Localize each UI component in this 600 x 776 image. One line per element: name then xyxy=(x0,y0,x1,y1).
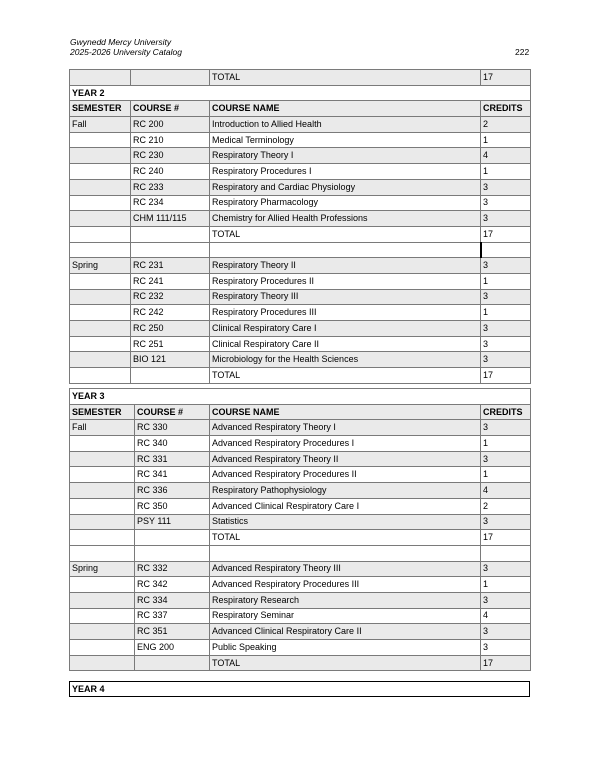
credits-cell: 1 xyxy=(481,305,531,321)
table-row xyxy=(70,164,531,180)
course-name-cell: Clinical Respiratory Care II xyxy=(210,336,481,352)
year-3-heading-row xyxy=(70,389,531,405)
credits-cell: 3 xyxy=(481,179,531,195)
course-number-cell: ENG 200 xyxy=(135,640,210,656)
table-row-total xyxy=(70,368,531,384)
table-row xyxy=(70,336,531,352)
year2-course-table xyxy=(69,69,531,384)
credits-cell: 3 xyxy=(481,592,531,608)
course-number-cell: RC 330 xyxy=(135,420,210,436)
table-row xyxy=(70,592,531,608)
total-credits: 17 xyxy=(481,530,531,546)
table-row xyxy=(70,211,531,227)
total-credits: 17 xyxy=(481,70,531,86)
course-number-cell: RC 342 xyxy=(135,577,210,593)
course-name-cell: Respiratory Pathophysiology xyxy=(210,483,481,499)
course-name-cell: Respiratory Research xyxy=(210,592,481,608)
semester-cell: Fall xyxy=(70,117,131,133)
course-name-cell: Advanced Clinical Respiratory Care I xyxy=(210,498,481,514)
course-number-cell: RC 210 xyxy=(131,132,210,148)
course-number-cell: RC 341 xyxy=(135,467,210,483)
semester-cell xyxy=(70,321,131,337)
course-name-cell: Respiratory Theory I xyxy=(210,148,481,164)
credits-cell: 3 xyxy=(481,624,531,640)
semester-cell xyxy=(70,640,135,656)
course-name-cell: Respiratory Pharmacology xyxy=(210,195,481,211)
credits-cell: 1 xyxy=(481,436,531,452)
page-number: 222 xyxy=(515,47,530,57)
spacer-row xyxy=(70,242,531,258)
credits-cell: 3 xyxy=(481,451,531,467)
empty-cell xyxy=(131,226,210,242)
col-course-number: COURSE # xyxy=(135,404,210,420)
table-row xyxy=(70,305,531,321)
course-number-cell: RC 250 xyxy=(131,321,210,337)
year3-course-table xyxy=(69,388,531,671)
table-row xyxy=(70,321,531,337)
semester-cell xyxy=(70,132,131,148)
table-row xyxy=(70,624,531,640)
empty-cell xyxy=(70,226,131,242)
semester-cell xyxy=(70,451,135,467)
credits-cell: 1 xyxy=(481,467,531,483)
course-name-cell: Medical Terminology xyxy=(210,132,481,148)
course-name-cell: Respiratory Theory II xyxy=(210,258,481,274)
credits-cell: 3 xyxy=(481,211,531,227)
year-2-heading-row xyxy=(70,85,531,101)
course-name-cell: Chemistry for Allied Health Professions xyxy=(210,211,481,227)
semester-cell xyxy=(70,483,135,499)
course-number-cell: RC 337 xyxy=(135,608,210,624)
credits-cell: 2 xyxy=(481,117,531,133)
course-number-cell: CHM 111/115 xyxy=(131,211,210,227)
course-name-cell: Respiratory and Cardiac Physiology xyxy=(210,179,481,195)
course-name-cell: Advanced Respiratory Procedures II xyxy=(210,467,481,483)
year-heading: YEAR 2 xyxy=(70,85,531,101)
total-credits: 17 xyxy=(481,368,531,384)
credits-cell: 3 xyxy=(481,514,531,530)
table-row xyxy=(70,451,531,467)
semester-cell xyxy=(70,164,131,180)
total-credits: 17 xyxy=(481,226,531,242)
column-header-row xyxy=(70,101,531,117)
course-name-cell: Advanced Respiratory Procedures III xyxy=(210,577,481,593)
course-number-cell: RC 232 xyxy=(131,289,210,305)
course-number-cell: RC 233 xyxy=(131,179,210,195)
table-row xyxy=(70,640,531,656)
table-row xyxy=(70,132,531,148)
credits-cell: 4 xyxy=(481,148,531,164)
credits-cell: 3 xyxy=(481,289,531,305)
total-label: TOTAL xyxy=(210,226,481,242)
course-number-cell: RC 200 xyxy=(131,117,210,133)
credits-cell: 3 xyxy=(481,420,531,436)
col-course-number: COURSE # xyxy=(131,101,210,117)
course-number-cell: RC 231 xyxy=(131,258,210,274)
col-credits: CREDITS xyxy=(481,101,531,117)
course-name-cell: Advanced Respiratory Procedures I xyxy=(210,436,481,452)
total-label: TOTAL xyxy=(210,530,481,546)
semester-cell xyxy=(70,179,131,195)
table-row xyxy=(70,483,531,499)
semester-cell xyxy=(70,467,135,483)
credits-cell: 3 xyxy=(481,561,531,577)
empty-cell xyxy=(70,368,131,384)
course-name-cell: Advanced Clinical Respiratory Care II xyxy=(210,624,481,640)
course-number-cell: RC 350 xyxy=(135,498,210,514)
course-number-cell: RC 230 xyxy=(131,148,210,164)
semester-cell xyxy=(70,336,131,352)
table-row xyxy=(70,608,531,624)
semester-cell xyxy=(70,514,135,530)
course-number-cell: RC 241 xyxy=(131,273,210,289)
credits-cell: 3 xyxy=(481,195,531,211)
col-credits: CREDITS xyxy=(481,404,531,420)
table-row xyxy=(70,352,531,368)
credits-cell: 1 xyxy=(481,164,531,180)
course-number-cell: RC 242 xyxy=(131,305,210,321)
semester-cell xyxy=(70,608,135,624)
semester-cell xyxy=(70,195,131,211)
course-number-cell: PSY 111 xyxy=(135,514,210,530)
course-name-cell: Microbiology for the Health Sciences xyxy=(210,352,481,368)
credits-cell: 1 xyxy=(481,132,531,148)
credits-cell: 3 xyxy=(481,258,531,274)
year-heading: YEAR 3 xyxy=(70,389,531,405)
credits-cell: 3 xyxy=(481,640,531,656)
course-number-cell: RC 351 xyxy=(135,624,210,640)
table-row-total xyxy=(70,226,531,242)
course-number-cell: RC 340 xyxy=(135,436,210,452)
semester-cell xyxy=(70,273,131,289)
spacer-row xyxy=(70,545,531,561)
course-number-cell: RC 331 xyxy=(135,451,210,467)
course-number-cell: RC 334 xyxy=(135,592,210,608)
course-number-cell: BIO 121 xyxy=(131,352,210,368)
credits-cell: 4 xyxy=(481,608,531,624)
table-row xyxy=(70,117,531,133)
empty-cell xyxy=(135,530,210,546)
semester-cell xyxy=(70,592,135,608)
credits-cell: 4 xyxy=(481,483,531,499)
course-name-cell: Respiratory Procedures II xyxy=(210,273,481,289)
table-row xyxy=(70,498,531,514)
table-row xyxy=(70,436,531,452)
course-number-cell: RC 251 xyxy=(131,336,210,352)
table-row xyxy=(70,420,531,436)
course-name-cell: Respiratory Procedures III xyxy=(210,305,481,321)
semester-cell xyxy=(70,148,131,164)
table-row xyxy=(70,514,531,530)
table-row xyxy=(70,561,531,577)
course-number-cell: RC 234 xyxy=(131,195,210,211)
course-name-cell: Introduction to Allied Health xyxy=(210,117,481,133)
header-catalog-year: 2025-2026 University Catalog xyxy=(70,47,182,57)
semester-cell: Spring xyxy=(70,258,131,274)
semester-cell: Fall xyxy=(70,420,135,436)
table-row xyxy=(70,467,531,483)
empty-cell xyxy=(70,530,135,546)
empty-cell xyxy=(70,655,135,671)
table-row xyxy=(70,273,531,289)
semester-cell xyxy=(70,352,131,368)
credits-cell: 2 xyxy=(481,498,531,514)
col-semester: SEMESTER xyxy=(70,101,131,117)
table-row xyxy=(70,148,531,164)
course-name-cell: Respiratory Seminar xyxy=(210,608,481,624)
year4-heading-table xyxy=(69,681,530,697)
semester-cell xyxy=(70,436,135,452)
course-name-cell: Statistics xyxy=(210,514,481,530)
year-4-heading-row xyxy=(70,682,530,697)
course-number-cell: RC 240 xyxy=(131,164,210,180)
course-number-cell: RC 332 xyxy=(135,561,210,577)
empty-cell xyxy=(131,368,210,384)
column-header-row xyxy=(70,404,531,420)
table-row xyxy=(70,179,531,195)
credits-cell: 3 xyxy=(481,352,531,368)
course-name-cell: Clinical Respiratory Care I xyxy=(210,321,481,337)
course-number-cell: RC 336 xyxy=(135,483,210,499)
col-course-name: COURSE NAME xyxy=(210,404,481,420)
empty-cell xyxy=(135,655,210,671)
table-row-total xyxy=(70,530,531,546)
course-name-cell: Advanced Respiratory Theory I xyxy=(210,420,481,436)
credits-cell: 3 xyxy=(481,321,531,337)
total-label: TOTAL xyxy=(210,655,481,671)
semester-cell xyxy=(70,498,135,514)
table-row xyxy=(70,577,531,593)
semester-cell xyxy=(70,211,131,227)
total-label: TOTAL xyxy=(210,70,481,86)
table-row xyxy=(70,289,531,305)
semester-cell xyxy=(70,624,135,640)
total-label: TOTAL xyxy=(210,368,481,384)
course-name-cell: Public Speaking xyxy=(210,640,481,656)
credits-cell: 1 xyxy=(481,273,531,289)
semester-cell xyxy=(70,577,135,593)
year-heading: YEAR 4 xyxy=(70,682,530,697)
course-name-cell: Advanced Respiratory Theory II xyxy=(210,451,481,467)
table-row-total-carryover xyxy=(70,70,531,86)
table-row-total xyxy=(70,655,531,671)
semester-cell xyxy=(70,289,131,305)
course-name-cell: Respiratory Procedures I xyxy=(210,164,481,180)
total-credits: 17 xyxy=(481,655,531,671)
semester-cell: Spring xyxy=(70,561,135,577)
credits-cell: 1 xyxy=(481,577,531,593)
course-name-cell: Advanced Respiratory Theory III xyxy=(210,561,481,577)
credits-cell: 3 xyxy=(481,336,531,352)
col-semester: SEMESTER xyxy=(70,404,135,420)
col-course-name: COURSE NAME xyxy=(210,101,481,117)
table-row xyxy=(70,195,531,211)
course-name-cell: Respiratory Theory III xyxy=(210,289,481,305)
table-row xyxy=(70,258,531,274)
semester-cell xyxy=(70,305,131,321)
header-institution: Gwynedd Mercy University xyxy=(70,37,172,47)
